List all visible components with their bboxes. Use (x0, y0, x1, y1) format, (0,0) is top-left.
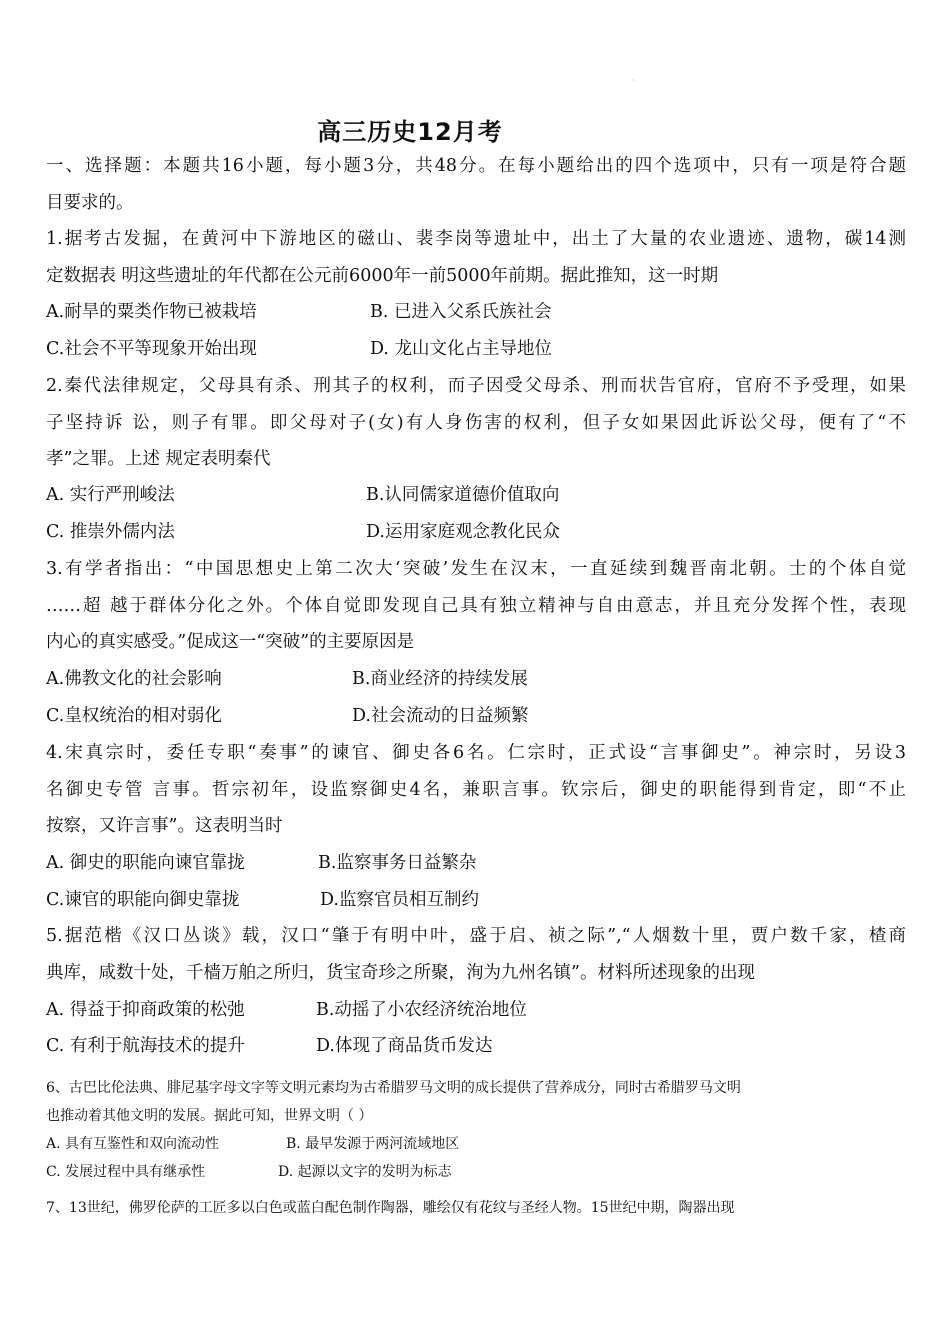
question-3-stem (46, 551, 906, 661)
question-4-stem (46, 735, 906, 845)
scan-dot: · (632, 76, 635, 85)
question-line: 7、13世纪，佛罗伦萨的工匠多以白色或蓝白配色制作陶器，雕绘仅有花纹与圣经人物。15世纪中期，陶器出现 (46, 1200, 735, 1216)
question-line: 子坚持诉 讼，则子有罪。即父母对子(女)有人身伤害的权利，但子女如果因此诉讼父母，便有了“不 (46, 412, 906, 433)
question-line: 3.有学者指出：“中国思想史上第二次大‘突破’发生在汉末，一直延续到魏晋南北朝。士的个体自觉 (46, 559, 907, 579)
question-6-option-b: B. 最早发源于两河流域地区 (286, 1136, 460, 1152)
question-2-option-d: D.运用家庭观念教化民众 (366, 522, 560, 542)
question-3-option-c: C.皇权统治的相对弱化 (46, 706, 222, 726)
question-line: ……超 越于群体分化之外。个体自觉即发现自己具有独立精神与自由意志，并且充分发挥个性，表现 (46, 595, 906, 616)
question-2-stem (46, 368, 906, 478)
question-5-option-c: C. 有利于航海技术的提升 (46, 1036, 245, 1056)
question-line: 按察，又许言事”。这表明当时 (46, 816, 283, 836)
section-line: 一、选择题：本题共16小题，每小题3分，共48分。在每小题给出的四个选项中，只有一项是符合题 (46, 156, 906, 176)
question-1-option-a: A.耐旱的粟类作物已被栽培 (46, 302, 257, 322)
section-header (46, 148, 906, 221)
question-line: 定数据表 明这些遗址的年代都在公元前6000年一前5000年前期。据此推知，这一时期 (46, 265, 719, 286)
question-4-option-c: C.谏官的职能向御史靠拢 (46, 890, 240, 910)
question-6-option-a: A. 具有互鉴性和双向流动性 (46, 1136, 220, 1152)
page-title: 高三历史12月考 (317, 118, 503, 146)
question-line: 名御史专管 言事。哲宗初年，设监察御史4名，兼职言事。钦宗后，御史的职能得到肯定，即“不止 (46, 779, 906, 800)
question-1-option-c: C.社会不平等现象开始出现 (46, 339, 257, 359)
question-1-stem (46, 221, 906, 294)
question-6-option-d: D. 起源以文字的发明为标志 (278, 1164, 452, 1180)
section-line: 目要求的。 (46, 192, 134, 213)
question-3-option-b: B.商业经济的持续发展 (352, 669, 528, 689)
question-1-option-b: B. 已进入父系氏族社会 (370, 302, 552, 322)
question-line: 5.据范楷《汉口丛谈》载，汉口“肇于有明中叶，盛于启、祯之际”,“人烟数十里，贾户数千家，楂商 (46, 926, 906, 946)
question-5-stem (46, 918, 906, 991)
question-3-option-a: A.佛教文化的社会影响 (46, 669, 222, 689)
question-4-option-d: D.监察官员相互制约 (320, 890, 479, 910)
question-4-option-b: B.监察事务日益繁杂 (318, 853, 477, 873)
question-line: 2.秦代法律规定，父母具有杀、刑其子的权利，而子因受父母杀、刑而状告官府，官府不予受理，如果 (46, 376, 906, 396)
question-4-option-a: A. 御史的职能向谏官靠拢 (46, 853, 245, 873)
question-line: 内心的真实感受。”促成这一“突破”的主要原因是 (46, 632, 415, 652)
question-3-option-d: D.社会流动的日益频繁 (352, 706, 529, 726)
question-1-option-d: D. 龙山文化占主导地位 (370, 339, 553, 359)
question-line: 1.据考古发掘，在黄河中下游地区的磁山、裴李岗等遗址中，出土了大量的农业遗迹、遗物，碳14测 (46, 229, 906, 249)
question-line: 典库，咸数十处，千樯万舶之所归，货宝奇珍之所聚，洵为九州名镇”。材料所述现象的出现 (46, 962, 755, 983)
question-6-option-c: C. 发展过程中具有继承性 (46, 1164, 206, 1180)
question-5-option-a: A. 得益于抑商政策的松弛 (46, 1000, 245, 1020)
question-line: 6、古巴比伦法典、腓尼基字母文字等文明元素均为古希腊罗马文明的成长提供了营养成分，同时古希腊罗马文明 (46, 1080, 741, 1096)
question-2-option-c: C. 推崇外儒内法 (46, 522, 175, 542)
question-5-option-b: B.动摇了小农经济统治地位 (316, 1000, 527, 1020)
question-2-option-a: A. 实行严刑峻法 (46, 485, 175, 505)
question-6-stem (46, 1074, 878, 1130)
question-line: 孝”之罪。上述 规定表明秦代 (46, 449, 271, 469)
question-line: 也推动着其他文明的发展。据此可知，世界文明（ ） (46, 1108, 373, 1124)
question-5-option-d: D.体现了商品货币发达 (316, 1036, 493, 1056)
question-2-option-b: B.认同儒家道德价值取向 (366, 485, 560, 505)
question-line: 4.宋真宗时，委任专职“奏事”的谏官、御史各6名。仁宗时，正式设“言事御史”。神宗时，另设3 (46, 743, 906, 763)
question-7-stem (46, 1194, 880, 1222)
